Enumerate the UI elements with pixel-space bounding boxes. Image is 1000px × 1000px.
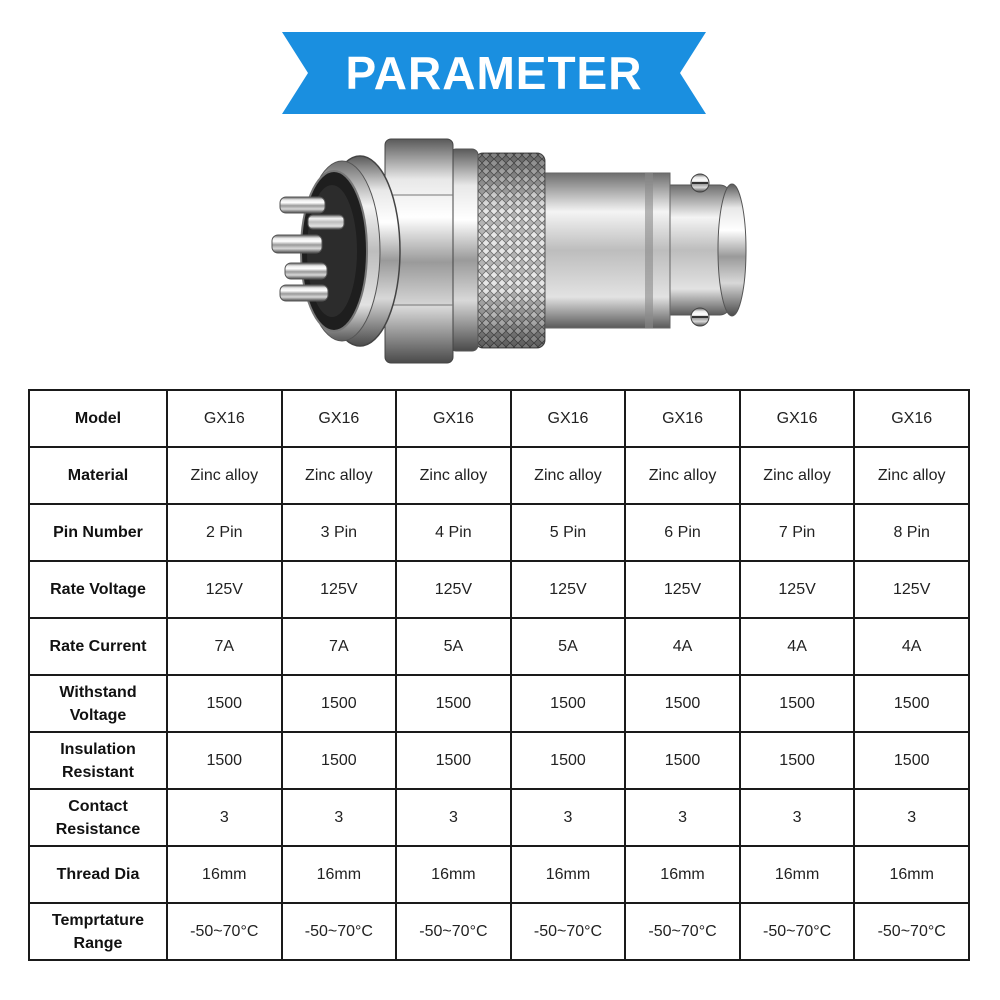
table-cell: 3 (854, 789, 969, 846)
table-cell: GX16 (854, 390, 969, 447)
table-cell: Zinc alloy (167, 447, 282, 504)
table-cell: 125V (167, 561, 282, 618)
table-cell: 125V (282, 561, 397, 618)
table-cell: 125V (854, 561, 969, 618)
table-cell: 3 (167, 789, 282, 846)
table-cell: 1500 (740, 675, 855, 732)
table-cell: -50~70°C (740, 903, 855, 960)
row-label: Model (29, 390, 167, 447)
row-label: Temprtature Range (29, 903, 167, 960)
banner-title: PARAMETER (345, 47, 643, 99)
parameter-table (28, 389, 970, 961)
table-cell: 7A (282, 618, 397, 675)
table-cell: 5A (511, 618, 626, 675)
table-row-rate-current (29, 618, 969, 675)
row-label: Material (29, 447, 167, 504)
table-cell: 1500 (511, 732, 626, 789)
row-label: Rate Voltage (29, 561, 167, 618)
row-label: Thread Dia (29, 846, 167, 903)
row-label: Pin Number (29, 504, 167, 561)
table-cell: 125V (396, 561, 511, 618)
table-cell: Zinc alloy (854, 447, 969, 504)
table-cell: 3 (396, 789, 511, 846)
table-cell: GX16 (282, 390, 397, 447)
parameter-banner (282, 32, 706, 114)
table-cell: 1500 (282, 675, 397, 732)
table-cell: 1500 (740, 732, 855, 789)
table-cell: Zinc alloy (282, 447, 397, 504)
table-cell: GX16 (740, 390, 855, 447)
table-cell: 7A (167, 618, 282, 675)
table-row-insulation-resistant (29, 732, 969, 789)
table-cell: GX16 (167, 390, 282, 447)
table-cell: 1500 (396, 732, 511, 789)
table-cell: 3 (511, 789, 626, 846)
table-cell: 1500 (282, 732, 397, 789)
table-cell: 2 Pin (167, 504, 282, 561)
table-cell: 16mm (396, 846, 511, 903)
table-cell: 4A (740, 618, 855, 675)
gx16-aviation-connector-icon (250, 135, 770, 375)
table-cell: 16mm (854, 846, 969, 903)
row-label: Withstand Voltage (29, 675, 167, 732)
table-cell: 1500 (511, 675, 626, 732)
table-cell: 16mm (167, 846, 282, 903)
table-cell: -50~70°C (854, 903, 969, 960)
table-cell: 4A (625, 618, 740, 675)
table-row-pin-number (29, 504, 969, 561)
table-cell: 16mm (511, 846, 626, 903)
table-row-model (29, 390, 969, 447)
row-label: Rate Current (29, 618, 167, 675)
table-cell: 3 (625, 789, 740, 846)
table-cell: 1500 (854, 675, 969, 732)
table-cell: 16mm (740, 846, 855, 903)
table-row-contact-resistance (29, 789, 969, 846)
table-cell: GX16 (625, 390, 740, 447)
table-cell: 1500 (854, 732, 969, 789)
table-row-temperature-range (29, 903, 969, 960)
table-cell: -50~70°C (625, 903, 740, 960)
table-cell: 7 Pin (740, 504, 855, 561)
table-cell: -50~70°C (396, 903, 511, 960)
table-row-thread-dia (29, 846, 969, 903)
table-row-material (29, 447, 969, 504)
table-cell: 1500 (167, 732, 282, 789)
table-cell: 3 Pin (282, 504, 397, 561)
table-cell: -50~70°C (511, 903, 626, 960)
row-label: Contact Resistance (29, 789, 167, 846)
table-cell: 6 Pin (625, 504, 740, 561)
table-cell: Zinc alloy (396, 447, 511, 504)
row-label: Insulation Resistant (29, 732, 167, 789)
table-cell: 125V (625, 561, 740, 618)
table-cell: 1500 (625, 675, 740, 732)
table-cell: 8 Pin (854, 504, 969, 561)
table-row-withstand-voltage (29, 675, 969, 732)
table-cell: 1500 (167, 675, 282, 732)
table-cell: GX16 (511, 390, 626, 447)
table-cell: 125V (511, 561, 626, 618)
table-cell: 5 Pin (511, 504, 626, 561)
table-cell: Zinc alloy (625, 447, 740, 504)
table-cell: 16mm (282, 846, 397, 903)
table-cell: -50~70°C (282, 903, 397, 960)
product-image (250, 135, 770, 375)
table-cell: 5A (396, 618, 511, 675)
table-cell: 16mm (625, 846, 740, 903)
table-cell: Zinc alloy (740, 447, 855, 504)
table-cell: 3 (282, 789, 397, 846)
table-cell: 1500 (396, 675, 511, 732)
table-cell: 125V (740, 561, 855, 618)
table-cell: 4A (854, 618, 969, 675)
table-cell: Zinc alloy (511, 447, 626, 504)
table-cell: 3 (740, 789, 855, 846)
table-cell: 4 Pin (396, 504, 511, 561)
table-cell: -50~70°C (167, 903, 282, 960)
table-cell: GX16 (396, 390, 511, 447)
table-row-rate-voltage (29, 561, 969, 618)
table-cell: 1500 (625, 732, 740, 789)
